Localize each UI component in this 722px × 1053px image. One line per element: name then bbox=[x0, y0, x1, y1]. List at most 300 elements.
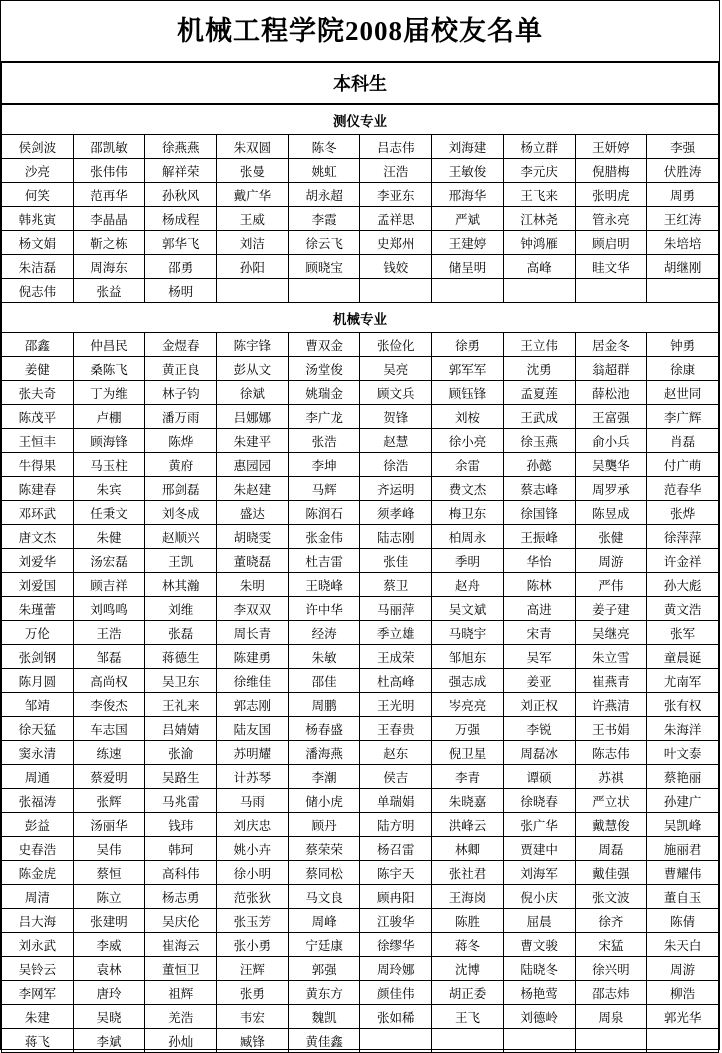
name-cell: 刘鸣鸣 bbox=[73, 597, 145, 621]
name-cell: 孟夏莲 bbox=[503, 381, 575, 405]
name-cell: 姜子建 bbox=[575, 597, 647, 621]
name-cell: 王建婷 bbox=[432, 231, 504, 255]
level-header-cell: 本科生 bbox=[2, 62, 719, 104]
name-cell: 贺锋 bbox=[360, 405, 432, 429]
name-cell: 顾丹 bbox=[288, 813, 360, 837]
name-cell: 杜吉雷 bbox=[288, 549, 360, 573]
name-cell: 蒋德生 bbox=[145, 645, 217, 669]
name-cell: 姚瑞金 bbox=[288, 381, 360, 405]
name-cell: 朱建平 bbox=[217, 429, 289, 453]
name-cell: 王凯 bbox=[145, 549, 217, 573]
level-header-row bbox=[2, 62, 719, 104]
name-cell: 王书娟 bbox=[575, 717, 647, 741]
name-cell: 张磊 bbox=[145, 621, 217, 645]
name-cell: 蔡艳丽 bbox=[647, 765, 719, 789]
name-cell: 苏祺 bbox=[575, 765, 647, 789]
name-cell: 刘庆忠 bbox=[217, 813, 289, 837]
major-header-cell: 机械专业 bbox=[2, 303, 719, 333]
name-cell: 蔡恒 bbox=[73, 861, 145, 885]
name-cell: 刘海军 bbox=[503, 861, 575, 885]
name-cell: 朱立雪 bbox=[575, 645, 647, 669]
name-cell: 付广萌 bbox=[647, 453, 719, 477]
name-cell: 陈倩 bbox=[647, 909, 719, 933]
name-cell: 刘德岭 bbox=[503, 1005, 575, 1029]
table-row bbox=[2, 429, 719, 453]
name-cell: 沙亮 bbox=[2, 159, 74, 183]
name-cell: 邹旭东 bbox=[432, 645, 504, 669]
name-cell: 陈胜 bbox=[432, 909, 504, 933]
name-cell: 彭从文 bbox=[217, 357, 289, 381]
table-row bbox=[2, 477, 719, 501]
table-row bbox=[2, 717, 719, 741]
name-cell: 张健 bbox=[575, 525, 647, 549]
name-cell: 严伟 bbox=[575, 573, 647, 597]
name-cell: 俞小兵 bbox=[575, 429, 647, 453]
table-row bbox=[2, 135, 719, 159]
table-row bbox=[2, 597, 719, 621]
name-cell: 许中华 bbox=[288, 597, 360, 621]
name-cell: 李斌 bbox=[73, 1029, 145, 1053]
name-cell: 陈宇天 bbox=[360, 861, 432, 885]
name-cell: 吴凯峰 bbox=[647, 813, 719, 837]
name-cell: 曹文骏 bbox=[503, 933, 575, 957]
name-cell: 朱晓嘉 bbox=[432, 789, 504, 813]
name-cell: 万伦 bbox=[2, 621, 74, 645]
name-cell: 徐玉燕 bbox=[503, 429, 575, 453]
name-cell: 马雨 bbox=[217, 789, 289, 813]
name-cell: 严斌 bbox=[432, 207, 504, 231]
name-cell: 张社君 bbox=[432, 861, 504, 885]
name-cell: 张曼 bbox=[217, 159, 289, 183]
name-cell: 侯剑波 bbox=[2, 135, 74, 159]
name-cell: 王飞来 bbox=[503, 183, 575, 207]
name-cell: 王威 bbox=[217, 207, 289, 231]
name-cell: 吴庆伦 bbox=[145, 909, 217, 933]
name-cell: 邹磊 bbox=[73, 645, 145, 669]
name-cell: 徐晓春 bbox=[503, 789, 575, 813]
table-row bbox=[2, 1029, 719, 1053]
name-cell: 吕娜娜 bbox=[217, 405, 289, 429]
name-cell: 朱天白 bbox=[647, 933, 719, 957]
name-cell: 张伟伟 bbox=[73, 159, 145, 183]
name-cell: 许金祥 bbox=[647, 549, 719, 573]
name-cell: 吕大海 bbox=[2, 909, 74, 933]
name-cell: 余雷 bbox=[432, 453, 504, 477]
name-cell: 薛松池 bbox=[575, 381, 647, 405]
name-cell: 李元庆 bbox=[503, 159, 575, 183]
name-cell: 徐云飞 bbox=[288, 231, 360, 255]
name-cell: 陈冬 bbox=[288, 135, 360, 159]
table-row bbox=[2, 573, 719, 597]
name-cell: 翁超群 bbox=[575, 357, 647, 381]
name-cell: 惠园园 bbox=[217, 453, 289, 477]
name-cell: 徐兴明 bbox=[575, 957, 647, 981]
name-cell: 王光明 bbox=[360, 693, 432, 717]
name-cell: 徐齐 bbox=[575, 909, 647, 933]
name-cell: 王飞 bbox=[432, 1005, 504, 1029]
name-cell: 华怡 bbox=[503, 549, 575, 573]
name-cell: 王富强 bbox=[575, 405, 647, 429]
name-cell: 王恒丰 bbox=[2, 429, 74, 453]
name-cell: 周勇 bbox=[647, 183, 719, 207]
name-cell: 李俊杰 bbox=[73, 693, 145, 717]
name-cell: 李潮 bbox=[288, 765, 360, 789]
name-cell: 彭益 bbox=[2, 813, 74, 837]
name-cell: 周泉 bbox=[575, 1005, 647, 1029]
name-cell: 经涛 bbox=[288, 621, 360, 645]
name-cell: 高尚权 bbox=[73, 669, 145, 693]
name-cell: 徐缪华 bbox=[360, 933, 432, 957]
name-cell: 伏胜涛 bbox=[647, 159, 719, 183]
name-cell: 王立伟 bbox=[503, 333, 575, 357]
name-cell: 徐康 bbox=[647, 357, 719, 381]
name-cell: 徐维佳 bbox=[217, 669, 289, 693]
name-cell: 孙秋风 bbox=[145, 183, 217, 207]
name-cell: 倪腊梅 bbox=[575, 159, 647, 183]
name-cell: 眭文华 bbox=[575, 255, 647, 279]
name-cell: 尤南军 bbox=[647, 669, 719, 693]
name-cell: 蒋飞 bbox=[2, 1029, 74, 1053]
name-cell: 柳浩 bbox=[647, 981, 719, 1005]
name-cell: 赵舟 bbox=[432, 573, 504, 597]
name-cell: 潘万雨 bbox=[145, 405, 217, 429]
table-row bbox=[2, 381, 719, 405]
name-cell bbox=[575, 1029, 647, 1053]
name-cell: 颜佳伟 bbox=[360, 981, 432, 1005]
name-cell: 朱海洋 bbox=[647, 717, 719, 741]
name-cell: 姚小卉 bbox=[217, 837, 289, 861]
name-cell: 孙阳 bbox=[217, 255, 289, 279]
name-cell: 顾启明 bbox=[575, 231, 647, 255]
name-cell: 姜亚 bbox=[503, 669, 575, 693]
table-row bbox=[2, 813, 719, 837]
name-cell: 江林尧 bbox=[503, 207, 575, 231]
name-cell: 吴伟 bbox=[73, 837, 145, 861]
name-cell: 侯吉 bbox=[360, 765, 432, 789]
name-cell: 强志成 bbox=[432, 669, 504, 693]
name-cell: 徐天猛 bbox=[2, 717, 74, 741]
name-cell: 肖磊 bbox=[647, 429, 719, 453]
table-row bbox=[2, 885, 719, 909]
name-cell: 朱洁磊 bbox=[2, 255, 74, 279]
table-row bbox=[2, 741, 719, 765]
name-cell: 戴广华 bbox=[217, 183, 289, 207]
name-cell: 陈宇锋 bbox=[217, 333, 289, 357]
name-cell: 黄文浩 bbox=[647, 597, 719, 621]
name-cell: 李晶晶 bbox=[73, 207, 145, 231]
name-cell: 居金冬 bbox=[575, 333, 647, 357]
name-cell: 倪小庆 bbox=[503, 885, 575, 909]
name-cell: 吴卫东 bbox=[145, 669, 217, 693]
name-cell: 杨春盛 bbox=[288, 717, 360, 741]
name-cell: 范再华 bbox=[73, 183, 145, 207]
alumni-table bbox=[1, 61, 719, 1053]
name-cell: 林子钧 bbox=[145, 381, 217, 405]
name-cell: 须孝峰 bbox=[360, 501, 432, 525]
major-header-cell: 测仪专业 bbox=[2, 104, 719, 135]
name-cell: 朱双圆 bbox=[217, 135, 289, 159]
name-cell: 陈林 bbox=[503, 573, 575, 597]
table-row bbox=[2, 405, 719, 429]
name-cell: 周玲娜 bbox=[360, 957, 432, 981]
name-cell: 林其瀚 bbox=[145, 573, 217, 597]
name-cell: 李广辉 bbox=[647, 405, 719, 429]
name-cell: 桑陈飞 bbox=[73, 357, 145, 381]
major-header-row bbox=[2, 104, 719, 135]
name-cell bbox=[503, 279, 575, 303]
table-row bbox=[2, 933, 719, 957]
name-cell: 张烨 bbox=[647, 501, 719, 525]
name-cell bbox=[432, 279, 504, 303]
name-cell: 单瑞娟 bbox=[360, 789, 432, 813]
name-cell: 储呈明 bbox=[432, 255, 504, 279]
name-cell: 朱宾 bbox=[73, 477, 145, 501]
name-cell: 李广龙 bbox=[288, 405, 360, 429]
name-cell: 沈勇 bbox=[503, 357, 575, 381]
name-cell: 万强 bbox=[432, 717, 504, 741]
table-row bbox=[2, 231, 719, 255]
name-cell: 吴铃云 bbox=[2, 957, 74, 981]
name-cell: 盛达 bbox=[217, 501, 289, 525]
name-cell: 张佳 bbox=[360, 549, 432, 573]
name-cell: 崔燕青 bbox=[575, 669, 647, 693]
name-cell: 顾海锋 bbox=[73, 429, 145, 453]
name-cell: 蔡爱明 bbox=[73, 765, 145, 789]
name-cell: 邵凯敏 bbox=[73, 135, 145, 159]
table-row bbox=[2, 159, 719, 183]
table-row bbox=[2, 957, 719, 981]
name-cell: 李亚东 bbox=[360, 183, 432, 207]
name-cell: 周清 bbox=[2, 885, 74, 909]
name-cell: 吴文斌 bbox=[432, 597, 504, 621]
name-cell: 蒋冬 bbox=[432, 933, 504, 957]
name-cell: 李双双 bbox=[217, 597, 289, 621]
name-cell: 管永亮 bbox=[575, 207, 647, 231]
name-cell: 王浩 bbox=[73, 621, 145, 645]
name-cell: 谭硕 bbox=[503, 765, 575, 789]
name-cell: 高科伟 bbox=[145, 861, 217, 885]
name-cell: 牛得果 bbox=[2, 453, 74, 477]
name-cell: 严立状 bbox=[575, 789, 647, 813]
name-cell: 王春贵 bbox=[360, 717, 432, 741]
name-cell: 陆友国 bbox=[217, 717, 289, 741]
name-cell: 李威 bbox=[73, 933, 145, 957]
name-cell: 陆方明 bbox=[360, 813, 432, 837]
name-cell: 范春华 bbox=[647, 477, 719, 501]
name-cell: 孟祥思 bbox=[360, 207, 432, 231]
name-cell: 董自玉 bbox=[647, 885, 719, 909]
name-cell: 柏周永 bbox=[432, 525, 504, 549]
name-cell: 高进 bbox=[503, 597, 575, 621]
name-cell: 陈润石 bbox=[288, 501, 360, 525]
name-cell: 唐玲 bbox=[73, 981, 145, 1005]
name-cell: 陆晓冬 bbox=[503, 957, 575, 981]
name-cell: 蔡荣荣 bbox=[288, 837, 360, 861]
name-cell: 张如稀 bbox=[360, 1005, 432, 1029]
name-cell: 倪卫星 bbox=[432, 741, 504, 765]
name-cell: 张小勇 bbox=[217, 933, 289, 957]
name-cell: 史春浩 bbox=[2, 837, 74, 861]
name-cell: 王晓峰 bbox=[288, 573, 360, 597]
name-cell: 杨召雷 bbox=[360, 837, 432, 861]
name-cell: 徐小明 bbox=[217, 861, 289, 885]
table-row bbox=[2, 645, 719, 669]
name-cell: 王成荣 bbox=[360, 645, 432, 669]
name-cell: 吕志伟 bbox=[360, 135, 432, 159]
name-cell: 姚虹 bbox=[288, 159, 360, 183]
name-cell bbox=[360, 1029, 432, 1053]
name-cell: 徐燕燕 bbox=[145, 135, 217, 159]
name-cell: 练速 bbox=[73, 741, 145, 765]
table-row bbox=[2, 621, 719, 645]
name-cell: 张辉 bbox=[73, 789, 145, 813]
name-cell: 邵志炜 bbox=[575, 981, 647, 1005]
table-row bbox=[2, 693, 719, 717]
name-cell: 王红涛 bbox=[647, 207, 719, 231]
name-cell: 刘正权 bbox=[503, 693, 575, 717]
name-cell: 邢海华 bbox=[432, 183, 504, 207]
name-cell: 孙建广 bbox=[647, 789, 719, 813]
name-cell: 卢棚 bbox=[73, 405, 145, 429]
name-cell: 刘海建 bbox=[432, 135, 504, 159]
name-cell: 张剑钢 bbox=[2, 645, 74, 669]
name-cell: 羌浩 bbox=[145, 1005, 217, 1029]
name-cell: 周游 bbox=[575, 549, 647, 573]
name-cell: 张广华 bbox=[503, 813, 575, 837]
name-cell: 杨立群 bbox=[503, 135, 575, 159]
name-cell: 王武成 bbox=[503, 405, 575, 429]
name-cell: 黄府 bbox=[145, 453, 217, 477]
name-cell: 郭强 bbox=[288, 957, 360, 981]
name-cell: 顾晓宝 bbox=[288, 255, 360, 279]
name-cell: 张福涛 bbox=[2, 789, 74, 813]
name-cell: 张夫奇 bbox=[2, 381, 74, 405]
name-cell: 刘冬成 bbox=[145, 501, 217, 525]
name-cell: 李锐 bbox=[503, 717, 575, 741]
name-cell: 汪浩 bbox=[360, 159, 432, 183]
name-cell: 钱姣 bbox=[360, 255, 432, 279]
name-cell: 蔡卫 bbox=[360, 573, 432, 597]
name-cell: 郭光华 bbox=[647, 1005, 719, 1029]
name-cell: 孙灿 bbox=[145, 1029, 217, 1053]
name-cell: 张浩 bbox=[288, 429, 360, 453]
name-cell: 季明 bbox=[432, 549, 504, 573]
name-cell: 杨文娟 bbox=[2, 231, 74, 255]
name-cell: 叶文泰 bbox=[647, 741, 719, 765]
name-cell: 戴慧俊 bbox=[575, 813, 647, 837]
name-cell: 齐运明 bbox=[360, 477, 432, 501]
table-row bbox=[2, 207, 719, 231]
name-cell: 胡晓雯 bbox=[217, 525, 289, 549]
alumni-table-body bbox=[2, 62, 719, 1053]
table-row bbox=[2, 279, 719, 303]
name-cell: 陈建春 bbox=[2, 477, 74, 501]
table-row bbox=[2, 357, 719, 381]
name-cell: 吴亮 bbox=[360, 357, 432, 381]
name-cell: 窦永清 bbox=[2, 741, 74, 765]
name-cell: 刘桉 bbox=[432, 405, 504, 429]
name-cell: 郭军军 bbox=[432, 357, 504, 381]
name-cell: 宁廷康 bbox=[288, 933, 360, 957]
name-cell: 臧锋 bbox=[217, 1029, 289, 1053]
name-cell: 刘爱华 bbox=[2, 549, 74, 573]
name-cell: 胡永超 bbox=[288, 183, 360, 207]
name-cell: 吕婧婧 bbox=[145, 717, 217, 741]
table-row bbox=[2, 909, 719, 933]
name-cell: 周鹏 bbox=[288, 693, 360, 717]
name-cell bbox=[575, 279, 647, 303]
name-cell: 计苏琴 bbox=[217, 765, 289, 789]
name-cell: 胡继刚 bbox=[647, 255, 719, 279]
name-cell: 苏明耀 bbox=[217, 741, 289, 765]
name-cell: 吴继亮 bbox=[575, 621, 647, 645]
name-cell: 马辉 bbox=[288, 477, 360, 501]
name-cell: 周游 bbox=[647, 957, 719, 981]
name-cell: 周罗承 bbox=[575, 477, 647, 501]
name-cell: 李青 bbox=[432, 765, 504, 789]
table-row bbox=[2, 333, 719, 357]
name-cell: 张勇 bbox=[217, 981, 289, 1005]
name-cell: 周通 bbox=[2, 765, 74, 789]
name-cell bbox=[647, 1029, 719, 1053]
name-cell: 周峰 bbox=[288, 909, 360, 933]
name-cell: 郭华飞 bbox=[145, 231, 217, 255]
table-row bbox=[2, 453, 719, 477]
name-cell: 汤宏磊 bbox=[73, 549, 145, 573]
name-cell: 倪志伟 bbox=[2, 279, 74, 303]
name-cell: 张益 bbox=[73, 279, 145, 303]
name-cell: 朱敏 bbox=[288, 645, 360, 669]
name-cell: 丁为维 bbox=[73, 381, 145, 405]
name-cell: 张金伟 bbox=[288, 525, 360, 549]
major-header-row bbox=[2, 303, 719, 333]
name-cell: 祖辉 bbox=[145, 981, 217, 1005]
name-cell: 朱健 bbox=[73, 525, 145, 549]
name-cell: 邵勇 bbox=[145, 255, 217, 279]
name-cell: 陈茂平 bbox=[2, 405, 74, 429]
name-cell: 解祥荣 bbox=[145, 159, 217, 183]
name-cell: 王敏俊 bbox=[432, 159, 504, 183]
name-cell: 靳之栋 bbox=[73, 231, 145, 255]
name-cell: 曹双金 bbox=[288, 333, 360, 357]
name-cell: 张玉芳 bbox=[217, 909, 289, 933]
name-cell: 王礼来 bbox=[145, 693, 217, 717]
name-cell: 张明虎 bbox=[575, 183, 647, 207]
name-cell: 任秉文 bbox=[73, 501, 145, 525]
name-cell: 童晨诞 bbox=[647, 645, 719, 669]
table-row bbox=[2, 549, 719, 573]
name-cell: 徐萍萍 bbox=[647, 525, 719, 549]
name-cell: 季立雄 bbox=[360, 621, 432, 645]
name-cell: 汤堂俊 bbox=[288, 357, 360, 381]
name-cell: 张俭化 bbox=[360, 333, 432, 357]
name-cell: 王海岗 bbox=[432, 885, 504, 909]
name-cell: 邓环武 bbox=[2, 501, 74, 525]
name-cell: 戴佳强 bbox=[575, 861, 647, 885]
name-cell: 陈烨 bbox=[145, 429, 217, 453]
table-row bbox=[2, 789, 719, 813]
name-cell: 顾吉祥 bbox=[73, 573, 145, 597]
name-cell: 赵东 bbox=[360, 741, 432, 765]
name-cell: 刘维 bbox=[145, 597, 217, 621]
name-cell bbox=[217, 279, 289, 303]
name-cell: 范张狄 bbox=[217, 885, 289, 909]
name-cell: 吴军 bbox=[503, 645, 575, 669]
name-cell: 何笑 bbox=[2, 183, 74, 207]
name-cell bbox=[360, 279, 432, 303]
name-cell: 马兆雷 bbox=[145, 789, 217, 813]
name-cell: 周磊 bbox=[575, 837, 647, 861]
